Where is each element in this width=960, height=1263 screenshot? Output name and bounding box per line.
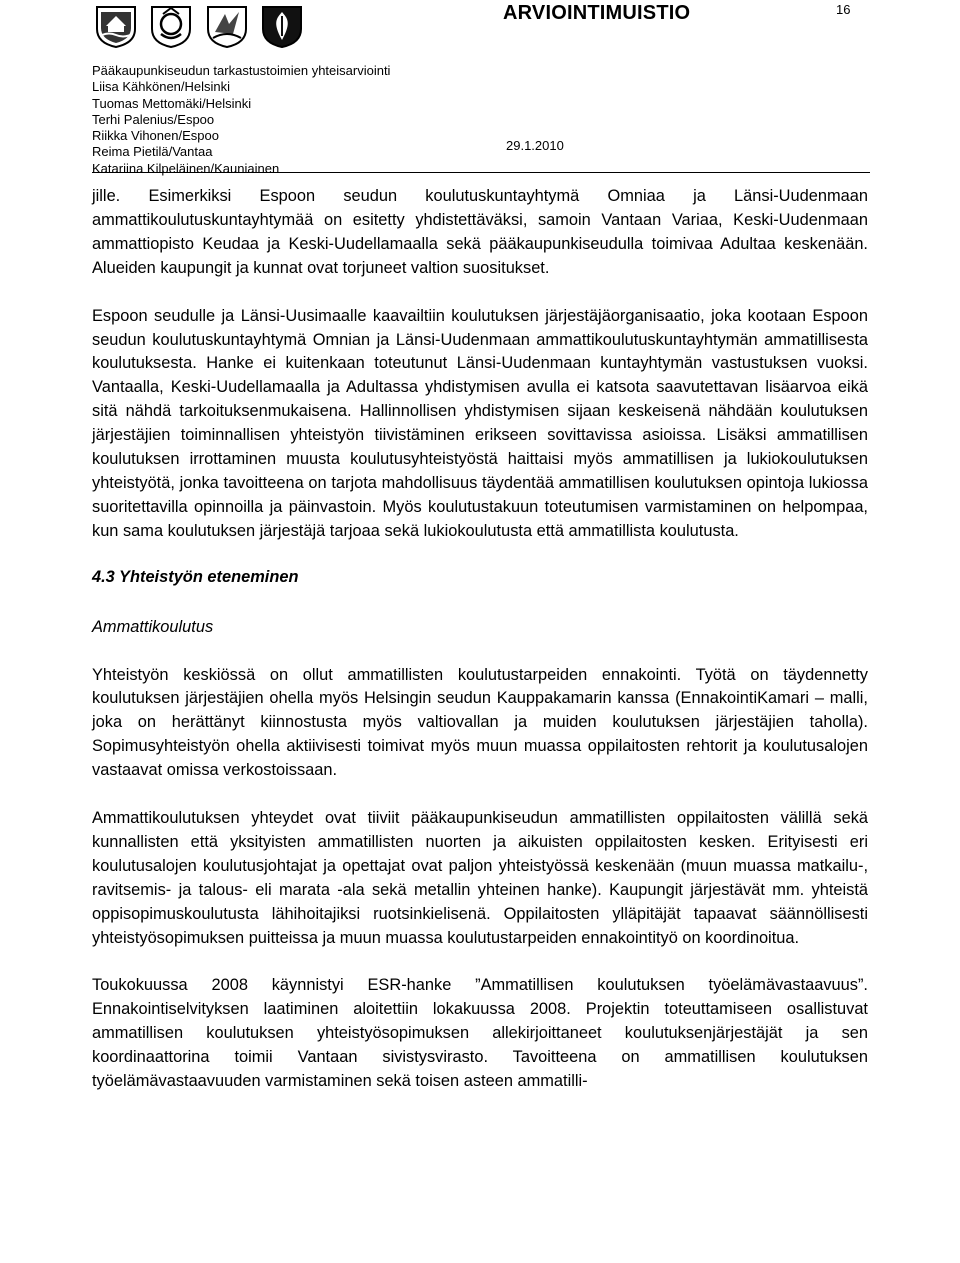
header-line: Tuomas Mettomäki/Helsinki xyxy=(92,95,252,111)
paragraph: Toukokuussa 2008 käynnistyi ESR-hanke ”Ammatillisen koulutuksen työelämävastaavuus”. Ennakointiselvityksen laatiminen aloitettiin lokakuussa 2008. Projektin toteuttamiseen osallistuvat ammatillisen koulutuksen yhteistyösopimuksen allekirjoittaneet koulutuksenjärjestäjät ja sen koordinaattorina toimii Vantaan sivistysvirasto. Tavoitteena on ammatillisen koulutuksen työelämävastaavuuden varmistaminen sekä toisen asteen ammatilli- xyxy=(92,976,868,1091)
header-line: Riikka Vihonen/Espoo xyxy=(92,128,219,144)
document-date: 29.1.2010 xyxy=(506,138,564,153)
subsection-heading: Ammattikoulutus xyxy=(92,617,214,636)
paragraph: jille. Esimerkiksi Espoon seudun koulutuskuntayhtymä Omniaa ja Länsi-Uudenmaan ammattikoulutuskuntayhtymää on esitetty yhdistettäväksi, samoin Vantaan Variaa, Keski-Uudenmaan ammattiopisto Keudaa ja Keski-Uudellamaalla sekä pääkaupunkiseudulla toimivaa Adultaa keskenään. Alueiden kaupungit ja kunnat ovat torjuneet valtion suositukset. xyxy=(92,187,868,277)
document-body xyxy=(92,185,868,1094)
paragraph: Ammattikoulutuksen yhteydet ovat tiiviit pääkaupunkiseudun ammatillisten oppilaitosten välillä sekä kunnallisten että yksityisten ammatillisten nuorten ja aikuisten oppilaitosten kesken. Erityisesti eri koulutusalojen koulutusjohtajat ja opettajat ovat paljon yhteistyössä keskenään (muun muassa matkailu-, ravitsemis- ja talous- eli marata -ala sekä metallin yhteinen hanke). Kaupungit järjestävät mm. yhteistä oppisopimuskoulutusta lähihoitajiksi ruotsinkielisenä. Oppilaitosten ylläpitäjät tapaavat säännöllisesti yhteistyösopimuksen puitteissa ja muun muassa koulutustarpeiden ennakointityö on koordinoitua. xyxy=(92,809,868,947)
page-number: 16 xyxy=(836,2,851,17)
kauniainen-crest-icon xyxy=(260,4,304,48)
header-line: Terhi Palenius/Espoo xyxy=(92,111,215,127)
header-divider xyxy=(92,172,870,173)
header-line: Liisa Kähkönen/Helsinki xyxy=(92,79,231,95)
paragraph: Yhteistyön keskiössä on ollut ammatillisten koulutustarpeiden ennakointi. Työtä on täydennetty koulutuksen järjestäjien ohella myös Helsingin seudun Kauppakamarin kanssa (EnnakointiKamari – malli, joka on herättänyt kiinnostusta myös valtiovallan ja muiden koulutuksen järjestäjien taholla). Sopimusyhteistyön ohella aktiivisesti toimivat myös muun muassa oppilaitosten rehtorit ja koulutusalojen vastaavat omissa verkostoissaan. xyxy=(92,665,868,780)
section-heading: 4.3 Yhteistyön eteneminen xyxy=(92,567,299,586)
header-line: Reima Pietilä/Vantaa xyxy=(92,144,213,160)
header-line: Pääkaupunkiseudun tarkastustoimien yhteisarviointi xyxy=(92,63,391,78)
header-info xyxy=(92,63,390,177)
espoo-crest-icon xyxy=(149,4,193,48)
vantaa-crest-icon xyxy=(205,4,249,48)
helsinki-crest-icon xyxy=(94,4,138,48)
document-title: ARVIOINTIMUISTIO xyxy=(503,2,691,24)
header-line: Katariina Kilpeläinen/Kauniainen xyxy=(92,160,280,176)
paragraph: Espoon seudulle ja Länsi-Uusimaalle kaavailtiin koulutuksen järjestäjäorganisaatio, joka kootaan Espoon seudun koulutuskuntayhtymä Omnian ja Länsi-Uudenmaan ammattikoulutuskuntayhtymän ammatillisesta koulutuksesta. Hanke ei kuitenkaan toteutunut Länsi-Uudenmaan kuntayhtymän vastustuksen vuoksi. Vantaalla, Keski-Uudellamaalla ja Adultassa yhdistymisen avulla ei katsota saavutettavan lisäarvoa eikä sitä nähdä tarkoituksenmukaisena. Hallinnollisen yhdistymisen sijaan keskeisenä nähdään koulutuksen järjestäjien toiminnallisen yhteistyön tiivistäminen erikseen sovittavissa asioissa. Lisäksi ammatillisen koulutuksen irrottaminen muusta koulutusyhteistyöstä haittaisi myös ammatillisen ja lukiokoulutuksen yhteistyötä, jonka tavoitteena on tarjota mahdollisuus täydentää ammatillisen koulutuksen opintoja lukiossa suoritettavilla opinnoilla ja päinvastoin. Myös koulutustakuun toteutumisen varmistaminen on helpompaa, kun sama koulutuksen järjestäjä tarjoaa sekä lukiokoulutusta että ammatillista koulutusta. xyxy=(92,306,868,540)
